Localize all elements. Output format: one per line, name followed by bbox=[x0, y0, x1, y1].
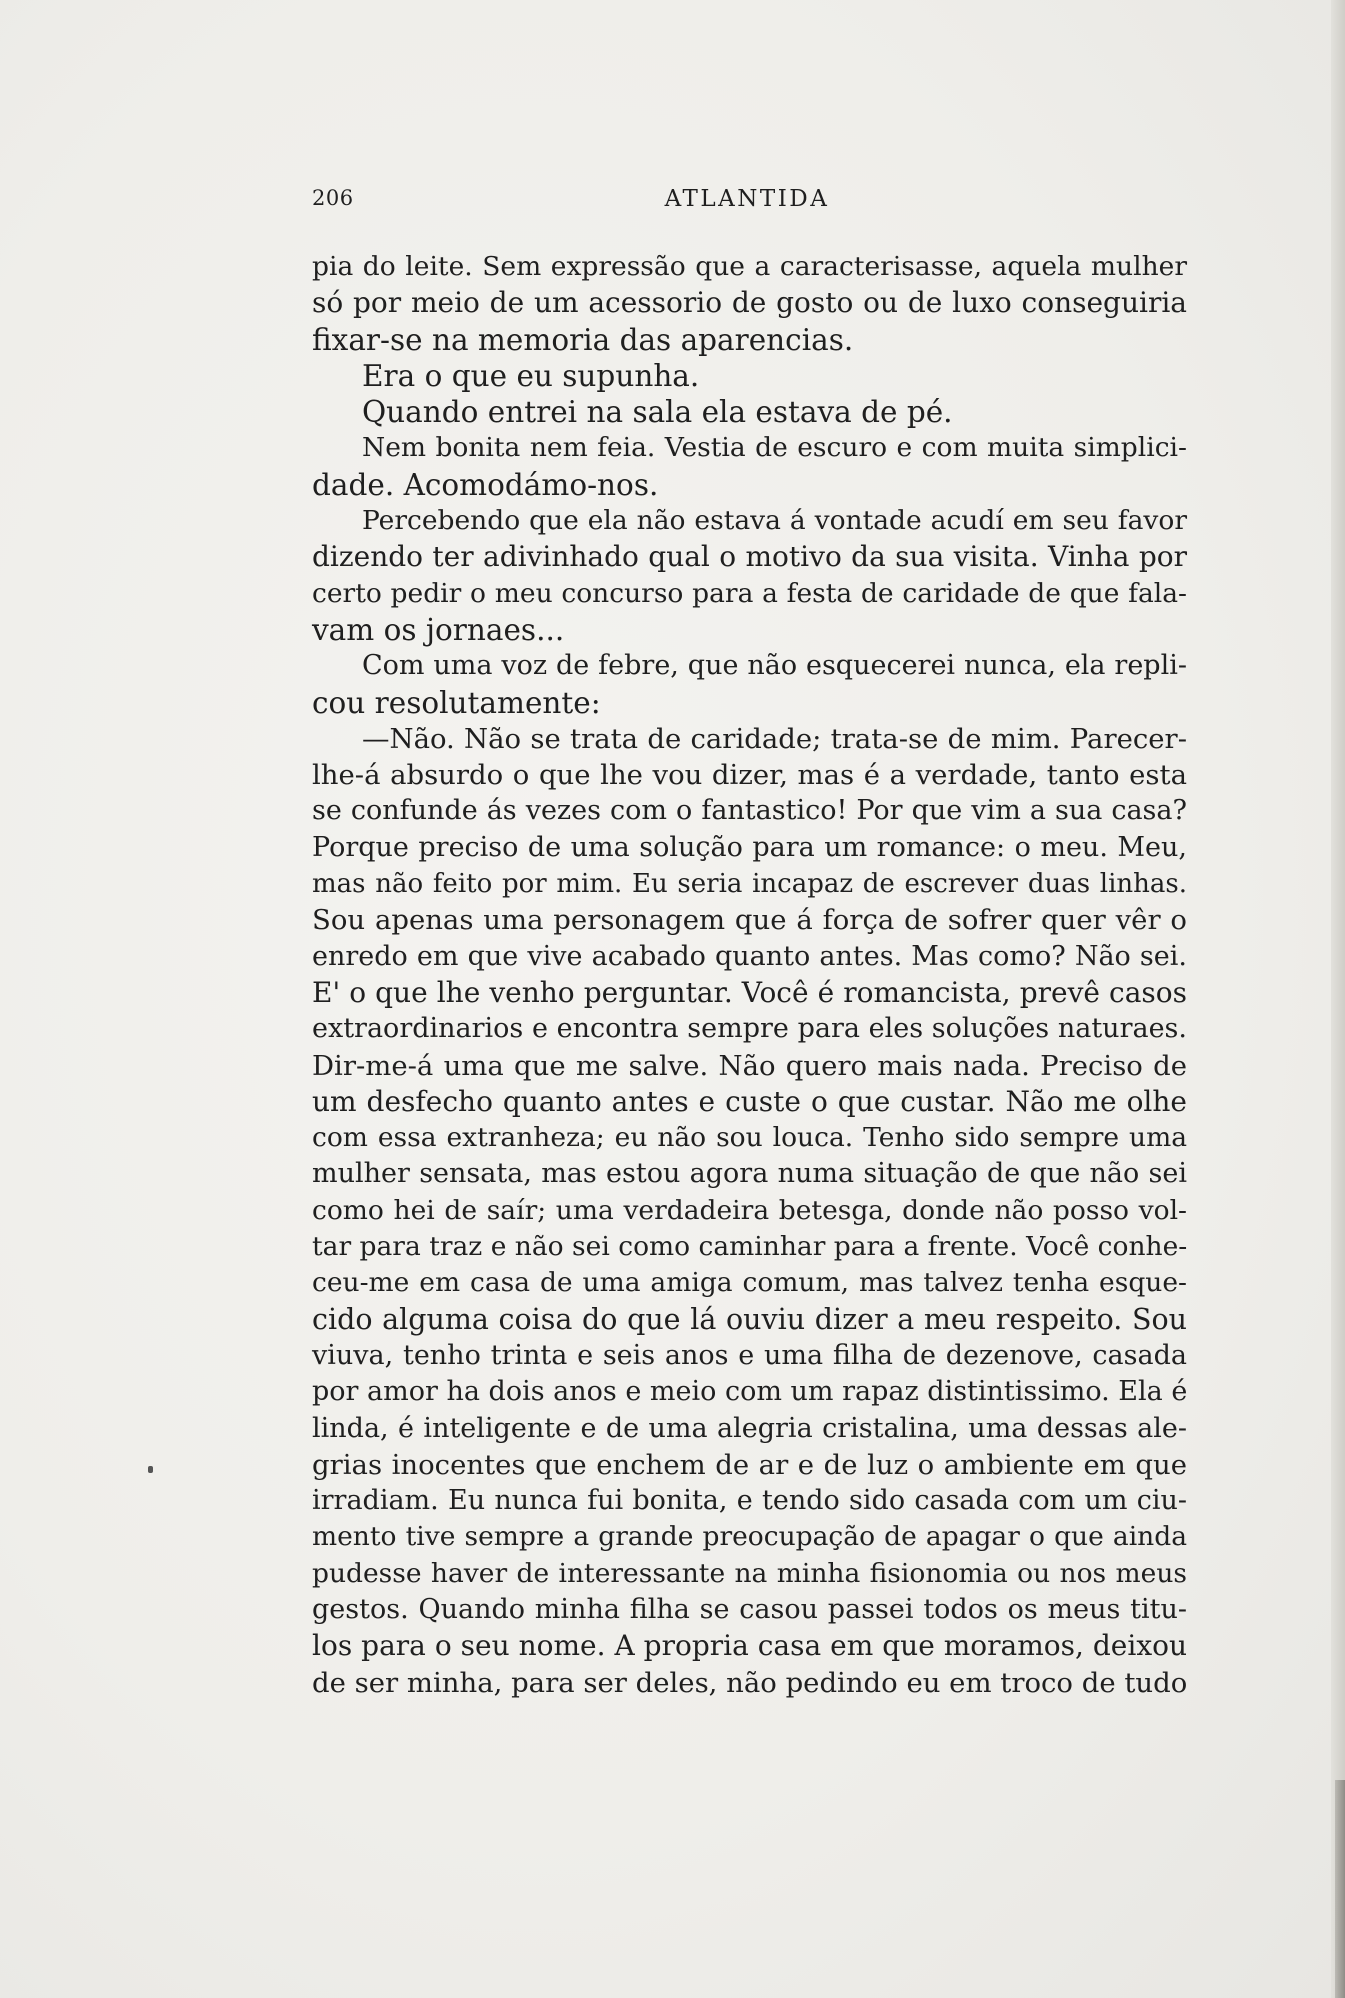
text-line: dizendo ter adivinhado qual o motivo da sua visita. Vinha por bbox=[312, 540, 1187, 574]
page-edge-shadow bbox=[1335, 1780, 1345, 1998]
text-line: um desfecho quanto antes e custe o que custar. Não me olhe bbox=[312, 1084, 1187, 1118]
text-line: se confunde ás vezes com o fantastico! Por que vim a sua casa? bbox=[312, 795, 1187, 827]
text-line: E' o que lhe venho perguntar. Você é romancista, prevê casos bbox=[312, 975, 1187, 1009]
text-line: fixar-se na memoria das aparencias. bbox=[312, 322, 854, 357]
page-header bbox=[312, 186, 1182, 216]
text-line: —Não. Não se trata de caridade; trata-se de mim. Parecer- bbox=[362, 722, 1187, 755]
text-line: dade. Acomodámo-nos. bbox=[312, 467, 659, 502]
text-line: Percebendo que ela não estava á vontade acudí em seu favor bbox=[362, 505, 1187, 537]
text-line: irradiam. Eu nunca fui bonita, e tendo sido casada com um ciu- bbox=[312, 1485, 1187, 1517]
text-line: Nem bonita nem feia. Vestia de escuro e com muita simplici- bbox=[362, 432, 1187, 464]
text-line: viuva, tenho trinta e seis anos e uma filha de dezenove, casada bbox=[312, 1339, 1187, 1371]
body-text bbox=[312, 249, 1187, 1701]
text-line: grias inocentes que enchem de ar e de luz o ambiente em que bbox=[312, 1448, 1187, 1481]
page-edge bbox=[1331, 0, 1345, 1998]
text-line: mulher sensata, mas estou agora numa situação de que não sei bbox=[312, 1158, 1187, 1190]
text-line: Dir-me-á uma que me salve. Não quero mais nada. Preciso de bbox=[312, 1049, 1187, 1082]
text-line: por amor ha dois anos e meio com um rapaz distintissimo. Ela é bbox=[312, 1376, 1188, 1408]
running-head: ATLANTIDA bbox=[664, 186, 830, 212]
text-line: los para o seu nome. A propria casa em que moramos, deixou bbox=[312, 1629, 1187, 1663]
text-line: pia do leite. Sem expressão que a caracterisasse, aquela mulher bbox=[312, 251, 1187, 282]
text-line: vam os jornaes... bbox=[312, 612, 565, 647]
text-line: só por meio de um acessorio de gosto ou de luxo conseguiria bbox=[312, 286, 1187, 320]
print-speck bbox=[148, 1466, 153, 1473]
text-line: ceu-me em casa de uma amiga comum, mas talvez tenha esque- bbox=[312, 1267, 1187, 1299]
text-line: de ser minha, para ser deles, não pedindo eu em troco de tudo bbox=[312, 1666, 1188, 1699]
text-line: tar para traz e não sei como caminhar para a frente. Você conhe- bbox=[312, 1231, 1188, 1263]
text-line: Era o que eu supunha. bbox=[362, 358, 700, 393]
text-line: pudesse haver de interessante na minha fisionomia ou nos meus bbox=[312, 1557, 1187, 1589]
text-line: enredo em que vive acabado quanto antes. Mas como? Não sei. bbox=[312, 940, 1187, 972]
text-line: mas não feito por mim. Eu seria incapaz de escrever duas linhas. bbox=[312, 869, 1187, 900]
text-line: Com uma voz de febre, que não esquecerei nunca, ela repli- bbox=[362, 650, 1187, 682]
text-line: como hei de saír; uma verdadeira betesga, donde não posso vol- bbox=[312, 1194, 1187, 1226]
text-line: Sou apenas uma personagem que á força de sofrer quer vêr o bbox=[312, 904, 1187, 937]
text-line: Porque preciso de uma solução para um romance: o meu. Meu, bbox=[312, 831, 1187, 863]
text-line: cido alguma coisa do que lá ouviu dizer a meu respeito. Sou bbox=[312, 1302, 1187, 1336]
text-line: extraordinarios e encontra sempre para eles soluções naturaes. bbox=[312, 1013, 1187, 1045]
text-line: certo pedir o meu concurso para a festa de caridade de que fala- bbox=[312, 577, 1187, 609]
text-line: mento tive sempre a grande preocupação de apagar o que ainda bbox=[312, 1521, 1187, 1553]
text-line: lhe-á absurdo o que lhe vou dizer, mas é a verdade, tanto esta bbox=[312, 759, 1187, 792]
page-number: 206 bbox=[312, 186, 354, 210]
text-line: linda, é inteligente e de uma alegria cristalina, uma dessas ale- bbox=[312, 1412, 1187, 1444]
text-line: com essa extranheza; eu não sou louca. Tenho sido sempre uma bbox=[312, 1122, 1187, 1154]
text-line: cou resolutamente: bbox=[312, 685, 601, 720]
text-line: gestos. Quando minha filha se casou passei todos os meus titu- bbox=[312, 1593, 1187, 1625]
text-line: Quando entrei na sala ela estava de pé. bbox=[362, 395, 953, 430]
